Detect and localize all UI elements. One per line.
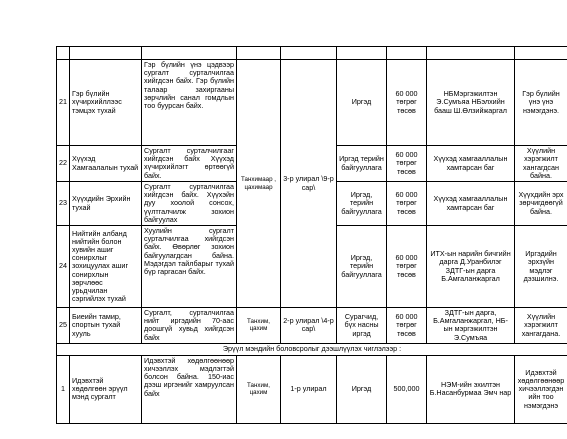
content-cell: Сургалт сурталчилгаа хийгдсэн байх. Хүүхэйн дуу хоолой сонсох, үүлтгалчилж зохион байгуулах (142, 182, 237, 226)
responsible-cell: ИТХ-ын нарийн бичгийн дарга Д.Уранбилэг ЗДТГ-ын дарга Б.Амгаланжаргал (427, 226, 515, 308)
header-cell (142, 47, 237, 60)
content-cell: Идэвхтэй хөдөлгөөнөөр хичээллэх мэдлэгтэй болсон байна. 150-иас дээш иргэнийг хамруулсан байх (142, 355, 237, 423)
topic-cell: Гэр бүлийн хүчирхийллээс тэмцэх тухай (70, 60, 142, 146)
method-cell: Танхим, цахим (237, 355, 281, 423)
result-cell: Идэвхтэй хөдөлгөөнөөр хичээллэгдэн ийн тоо нэмэгдэнэ (515, 355, 567, 423)
content-cell: Хуулийн сургалт сурталчилгаа хийгдсэн байх. Өвөрлөг зохион байгуулагдсан байна. Мэдэгдэл тайлбарыг тухай бүр гаргасан байх. (142, 226, 237, 308)
header-cell (237, 47, 281, 60)
result-cell: Хүүхдийн эрх зөрчигдөөгүй байна. (515, 182, 567, 226)
responsible-cell: ЗДТГ-ын дарга, Б.Амгаланжаргал, НБ-ын мэргэжилтэн Э.Сумъяа (427, 308, 515, 344)
header-cell (515, 47, 567, 60)
cost-cell: 60 000 төгрөг төсөв (387, 182, 427, 226)
content-cell: Гэр бүлийн үнэ цэдвээр сургалт сурталчилгаа хийгдсэн байх. Гэр бүлийн талаар захиргааны зөрчлийн санал гомдлын тоо буурсан байх. (142, 60, 237, 146)
cost-cell: 60 000 төгрөг төсөв (387, 308, 427, 344)
method-cell: Танхимаар , цахимаар (237, 60, 281, 308)
responsible-cell: НБМэргэжилтэн Э.Сумъяа НБэлхийн бааш Ш.Өлзийжаргал (427, 60, 515, 146)
result-cell: Хүүлийн хэрэгжилт хангагдсан байна. (515, 146, 567, 182)
result-cell: Гэр бүлийн үнэ үнэ нэмэгдэнэ. (515, 60, 567, 146)
header-cell (337, 47, 387, 60)
row-number: 25 (57, 308, 70, 344)
header-cell (57, 47, 70, 60)
table-row (57, 308, 567, 344)
topic-cell: Идэвхтэй хөдөлгөөн эрүүл мэнд сургалт (70, 355, 142, 423)
topic-cell: Нийтийн албанд нийтийн болон хувийн ашиг сонирхлыг зохицуулах ашиг сонирхлын зөрчлөөс урьдчилан сэргийлэх тухай (70, 226, 142, 308)
table-row (57, 60, 567, 146)
responsible-cell: Хүүхэд хамгааллалын хамтарсан баг (427, 182, 515, 226)
participants-cell: Иргэд (337, 355, 387, 423)
plan-table (56, 46, 567, 424)
time-cell: 3-р улирал \9-р сар\ (281, 60, 337, 308)
topic-cell: Биеийн тамир, спортын тухай хууль (70, 308, 142, 344)
row-number: 24 (57, 226, 70, 308)
row-number: 21 (57, 60, 70, 146)
responsible-cell: Хүүхэд хамгааллалын хамтарсан баг (427, 146, 515, 182)
result-cell: Хүүлийн хэрэгжилт хангагдана. (515, 308, 567, 344)
responsible-cell: НЭМ-ийн эхилтэн Б.Насанбурмаа Эмч нар (427, 355, 515, 423)
cost-cell: 60 000 төгрөг төсөв (387, 60, 427, 146)
topic-cell: Хүүхдийн Эрхийн тухай (70, 182, 142, 226)
header-cell (427, 47, 515, 60)
method-cell: Танхим, цахим (237, 308, 281, 344)
participants-cell: Иргэд, терийн байгууллага (337, 182, 387, 226)
cost-cell: 60 000 төгрөг төсөв (387, 226, 427, 308)
header-cell (70, 47, 142, 60)
cost-cell: 500,000 (387, 355, 427, 423)
row-number: 23 (57, 182, 70, 226)
cost-cell: 60 000 төгрөг төсөв (387, 146, 427, 182)
participants-cell: Иргэд терийн байгууллага (337, 146, 387, 182)
time-cell: 2-р улирал \4-р сар\ (281, 308, 337, 344)
document-page (56, 46, 567, 424)
participants-cell: Сурагчид, бүх насны иргэд (337, 308, 387, 344)
table-header-row (57, 47, 567, 60)
participants-cell: Иргэд, терийн байгууллага (337, 226, 387, 308)
table-row (57, 355, 567, 423)
content-cell: Сургалт, сурталчилгаа нийт иргэдийн 70-аас доошгүй хувьд хийгдсэн байх (142, 308, 237, 344)
result-cell: Иргэдийн эрхзүйн мэдлэг дэзшилнэ. (515, 226, 567, 308)
row-number: 1 (57, 355, 70, 423)
topic-cell: Хүүхэд Хамгаалалын тухай (70, 146, 142, 182)
section-heading-row (57, 343, 567, 355)
section-title: Эрүүл мэндийн боловсролыг дээшлүүлэх чиглэлээр : (57, 343, 567, 355)
participants-cell: Иргэд (337, 60, 387, 146)
content-cell: Сургалт сурталчилгааг хийгдсэн байх Хүүхэд хүчирхийлэгт өртөөгүй байх. (142, 146, 237, 182)
header-cell (387, 47, 427, 60)
header-cell (281, 47, 337, 60)
time-cell: 1-р улирал (281, 355, 337, 423)
row-number: 22 (57, 146, 70, 182)
